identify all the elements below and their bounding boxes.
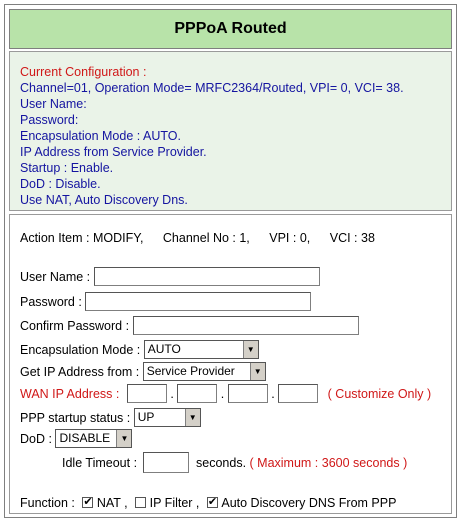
function-row [20, 495, 396, 510]
get-ip-select[interactable] [143, 362, 266, 381]
password-input[interactable] [85, 292, 311, 311]
chevron-down-icon: ▼ [250, 363, 265, 380]
ppp-startup-label: PPP startup status : [20, 410, 131, 425]
dod-row [20, 429, 132, 448]
idle-timeout-label: Idle Timeout : [62, 455, 138, 470]
nat-label: NAT , [96, 495, 128, 510]
vci-value: VCI : 38 [329, 231, 375, 245]
config-line-encapsulation: Encapsulation Mode : AUTO. [20, 129, 181, 143]
username-row [20, 267, 320, 286]
config-heading: Current Configuration : [20, 65, 147, 79]
chevron-down-icon: ▼ [185, 409, 200, 426]
encapsulation-select[interactable] [144, 340, 259, 359]
wan-ip-octet-3[interactable] [228, 384, 268, 403]
action-item: Action Item : MODIFY, [20, 231, 144, 245]
get-ip-row [20, 362, 266, 381]
function-label: Function : [20, 495, 75, 510]
auto-discovery-dns-label: Auto Discovery DNS From PPP [221, 495, 397, 510]
wan-ip-octet-1[interactable] [127, 384, 167, 403]
ppp-startup-selected: UP [137, 410, 155, 424]
page-frame [4, 4, 457, 518]
vpi-value: VPI : 0, [269, 231, 311, 245]
auto-discovery-dns-checkbox[interactable] [207, 497, 218, 508]
settings-form [9, 214, 452, 514]
idle-timeout-note: ( Maximum : 3600 seconds ) [249, 455, 408, 470]
ip-filter-label: IP Filter , [149, 495, 200, 510]
ppp-startup-row [20, 408, 201, 427]
nat-checkbox[interactable] [82, 497, 93, 508]
ip-dot: . [271, 386, 275, 401]
idle-timeout-row [62, 452, 407, 473]
idle-timeout-unit: seconds. [196, 455, 247, 470]
wan-ip-row [20, 384, 431, 403]
page-title: PPPoA Routed [9, 9, 452, 49]
wan-ip-octet-2[interactable] [177, 384, 217, 403]
checkmark-icon: ✔ [207, 496, 218, 509]
channel-number: Channel No : 1, [162, 231, 250, 245]
username-input[interactable] [94, 267, 320, 286]
config-line-channel: Channel=01, Operation Mode= MRFC2364/Routed, VPI= 0, VCI= 38. [20, 81, 404, 95]
ip-filter-checkbox[interactable] [135, 497, 146, 508]
config-line-dod: DoD : Disable. [20, 177, 101, 191]
encapsulation-label: Encapsulation Mode : [20, 342, 141, 357]
dod-label: DoD : [20, 431, 52, 446]
dod-select[interactable] [55, 429, 132, 448]
encapsulation-selected: AUTO [147, 342, 181, 356]
idle-timeout-input[interactable] [143, 452, 189, 473]
config-line-ip-address: IP Address from Service Provider. [20, 145, 207, 159]
checkmark-icon: ✔ [83, 496, 93, 509]
encapsulation-row [20, 340, 259, 359]
confirm-password-label: Confirm Password : [20, 318, 130, 333]
chevron-down-icon: ▼ [116, 430, 131, 447]
dod-selected: DISABLE [59, 431, 111, 445]
get-ip-selected: Service Provider [146, 364, 235, 378]
config-line-password: Password: [20, 113, 79, 127]
password-label: Password : [20, 294, 82, 309]
current-configuration-panel [9, 51, 452, 211]
ip-dot: . [170, 386, 174, 401]
wan-ip-octet-4[interactable] [278, 384, 318, 403]
chevron-down-icon: ▼ [243, 341, 258, 358]
config-line-startup: Startup : Enable. [20, 161, 114, 175]
config-line-nat: Use NAT, Auto Discovery Dns. [20, 193, 188, 207]
config-line-username: User Name: [20, 97, 87, 111]
wan-ip-note: ( Customize Only ) [327, 386, 432, 401]
username-label: User Name : [20, 269, 91, 284]
confirm-password-row [20, 316, 359, 335]
ip-dot: . [220, 386, 225, 401]
wan-ip-label: WAN IP Address : [20, 386, 120, 401]
password-row [20, 292, 311, 311]
get-ip-label: Get IP Address from : [20, 364, 140, 379]
confirm-password-input[interactable] [133, 316, 359, 335]
action-summary [20, 231, 375, 245]
ppp-startup-select[interactable] [134, 408, 201, 427]
